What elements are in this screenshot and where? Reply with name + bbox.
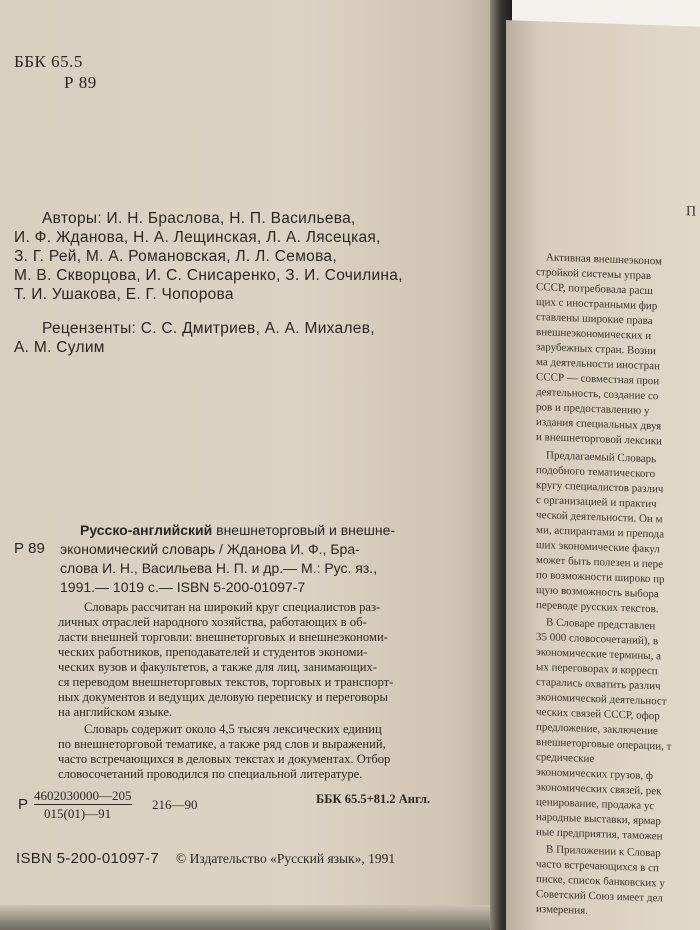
formula-denominator: 015(01)—91: [44, 806, 112, 821]
bib-line-4: 1991.— 1019 с.— ISBN 5-200-01097-7: [60, 579, 306, 595]
right-line: переводе русских текстов.: [536, 599, 659, 616]
bib-title: Русско-английский: [80, 522, 213, 538]
right-line: щую возможность выбора: [536, 584, 659, 601]
right-line: ров и предоставлению у: [536, 401, 650, 418]
authors-line: И. Ф. Жданова, Н. А. Лещинская, Л. А. Лясецкая,: [14, 229, 381, 246]
right-line: средические: [536, 751, 595, 766]
right-line: СССР — совместная прои: [536, 371, 660, 388]
right-line: и внешнеторговой лексики: [536, 431, 662, 448]
right-line: часто встречающихся в сп: [536, 858, 659, 875]
author-mark: Р 89: [64, 73, 97, 92]
isbn: ISBN 5-200-01097-7: [16, 850, 159, 867]
right-line: Активная внешнеэконом: [546, 251, 662, 268]
annotation-line: ласти внешней торговли: внешнеторговых и внешнеэкономи-: [58, 630, 388, 644]
right-line: внешнеэкономических и: [536, 326, 652, 343]
right-line: по возможности широко пр: [536, 569, 665, 586]
bib-line-1: [80, 522, 395, 538]
authors-line: М. В. Скворцова, И. С. Снисаренко, З. И. Сочилина,: [14, 267, 403, 284]
right-line: издания специальных двуя: [536, 416, 662, 433]
bib-line-2: экономический словарь / Жданова И. Ф., Бра-: [60, 541, 360, 557]
right-line: деятельность, создание со: [536, 386, 659, 403]
right-line: зарубежных стран. Возни: [536, 341, 656, 358]
right-line: 35 000 словосочетаний), в: [536, 631, 659, 648]
right-line: ставлены широкие права: [536, 311, 653, 328]
right-line: ших экономические факул: [536, 539, 660, 556]
right-line: предложение, заключение: [536, 721, 658, 738]
right-line: экономические термины, а: [536, 646, 661, 663]
authors-line: З. Г. Рей, М. А. Романовская, Л. Л. Семова,: [14, 248, 337, 265]
formula-numerator: 4602030000—205: [34, 788, 132, 803]
right-line: ма деятельности иностран: [536, 356, 660, 373]
bbk-code: ББК 65.5: [14, 52, 83, 71]
right-line: В Словаре представлен: [546, 616, 656, 633]
right-line: ческих связей СССР, офор: [536, 706, 660, 723]
right-line: ческой деятельности. Он м: [536, 509, 663, 526]
right-line: измерения.: [536, 903, 588, 917]
formula-right: 216—90: [152, 797, 198, 812]
annotation-line: ся переводом внешнеторговых текстов, торговых и транспорт-: [58, 675, 394, 689]
annotation-line: на английском языке.: [58, 705, 173, 719]
right-line: ми, аспирантами и препода: [536, 524, 665, 541]
right-line: СССР, потребовала расш: [536, 281, 653, 298]
bib-code: Р 89: [14, 540, 45, 557]
right-line: Советский Союз имеет дел: [536, 888, 663, 905]
right-line: народные выставки, ярмар: [536, 811, 661, 828]
bib-line-3: слова И. Н., Васильева Н. П. и др.— М.: Рус. яз.,: [60, 560, 378, 576]
right-line: экономических связей, рек: [536, 781, 662, 798]
right-line: с организацией и практич: [536, 494, 657, 511]
annotation-line: ных документов и ведущих деловую переписку и переговоры: [58, 690, 389, 704]
annotation-line: ческих вузов и факультетов, а также для лиц, занимающих-: [58, 660, 377, 674]
annotation-line: по внешнеторговой тематике, а также ряд слов и выражений,: [58, 737, 386, 751]
formula-letter: Р: [18, 796, 29, 813]
bbk-index: ББК 65.5+81.2 Англ.: [316, 792, 431, 806]
annotation-line: часто встречающихся в деловых текстах и документах. Отбор: [58, 752, 391, 766]
authors-line: Т. И. Ушакова, Е. Г. Чопорова: [14, 286, 234, 303]
right-line: может быть полезен и пере: [536, 554, 664, 571]
annotation-line: словосочетаний проводился по специальной литературе.: [58, 767, 363, 781]
right-line: старались охватить различ: [536, 676, 661, 693]
right-line: кругу специалистов различ: [536, 479, 664, 496]
book-edge: [0, 905, 500, 930]
bib-line-1-rest: внешнеторговый и внешне-: [216, 522, 396, 538]
right-line: В Приложении к Словар: [546, 843, 661, 860]
right-page: [506, 20, 700, 930]
reviewers-line: Рецензенты: С. С. Дмитриев, А. А. Михалев,: [42, 320, 375, 337]
annotation-line: Словарь рассчитан на широкий круг специалистов раз-: [84, 600, 381, 614]
right-line: щих с иностранными фир: [536, 296, 658, 313]
right-line: экономических грузов, ф: [536, 766, 654, 783]
right-line: экономической деятельност: [536, 691, 667, 708]
right-line: писке, список банковских у: [536, 873, 665, 890]
right-line: ные предприятия, таможен: [536, 826, 663, 843]
authors-line: Авторы: И. Н. Браслова, Н. П. Васильева,: [42, 210, 356, 227]
annotation-line: личных отраслей народного хозяйства, работающих в об-: [58, 615, 367, 629]
right-line: ых переговорах и корресп: [536, 661, 658, 678]
annotation-line: Словарь содержит около 4,5 тысяч лексических единиц: [84, 722, 382, 736]
right-line: стройкой системы управ: [536, 266, 652, 283]
annotation-line: ческих работников, преподавателей и студентов экономи-: [58, 645, 368, 659]
right-line: ценирование, продажа ус: [536, 796, 655, 813]
right-line: подобного тематического: [536, 464, 656, 481]
right-line: внешнеторговые операции, т: [536, 736, 672, 753]
right-heading: П: [686, 204, 697, 220]
copyright: © Издательство «Русский язык», 1991: [176, 851, 396, 866]
right-line: Предлагаемый Словарь: [546, 449, 657, 466]
reviewers-line: А. М. Сулим: [14, 339, 105, 356]
